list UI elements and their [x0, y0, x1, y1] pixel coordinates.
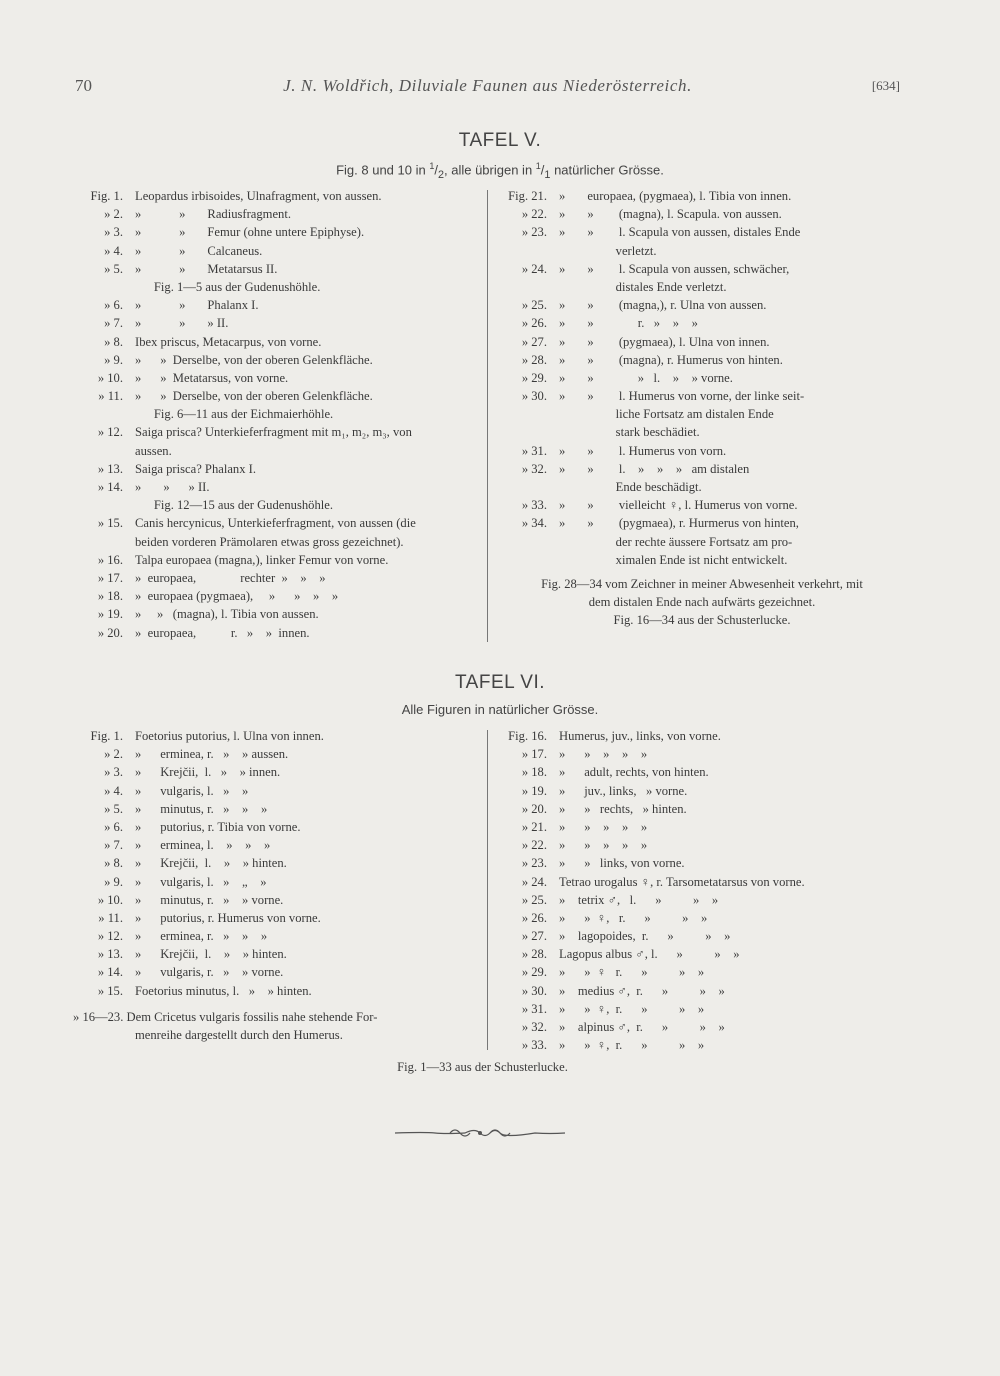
- figure-number: » 8.: [104, 856, 123, 871]
- tafel-vi-right-entry: [497, 800, 907, 818]
- figure-number: » 33.: [521, 498, 547, 513]
- tafel-v-note-line3: Fig. 16—34 aus der Schusterlucke.: [613, 613, 791, 627]
- tafel-v-left-entry: [73, 278, 483, 296]
- tafel-vi-left-entry: [73, 854, 483, 872]
- tafel-vi-left-entry: [73, 763, 483, 781]
- figure-number: » 14.: [97, 965, 123, 980]
- figure-number: » 6.: [104, 819, 123, 834]
- figure-number: » 17.: [97, 570, 123, 585]
- figure-description: Fig. 12—15 aus der Gudenushöhle.: [135, 498, 333, 513]
- figure-number: Fig. 1.: [90, 189, 123, 203]
- tafel-v-right-entry: [497, 187, 907, 205]
- figure-number: » 6.: [104, 298, 123, 313]
- figure-number: » 15.: [97, 516, 123, 531]
- tafel-vi-left-entry: [73, 727, 483, 745]
- tafel-vi-right-entry: [497, 909, 907, 927]
- tafel-v-left-entry: [73, 478, 483, 496]
- figure-number: » 9.: [104, 352, 123, 367]
- tafel-v-right-entry: [497, 314, 907, 332]
- tafel-v-right-entry: [497, 496, 907, 514]
- page-number: 70: [75, 76, 92, 95]
- figure-description: » alpinus ♂, r. » » »: [559, 1020, 725, 1034]
- tafel-v-left-entry: [73, 369, 483, 387]
- tafel-v-left-entry: [73, 496, 483, 514]
- figure-description: » » Radiusfragment.: [135, 207, 292, 222]
- figure-description: » erminea, r. » » aussen.: [135, 747, 289, 762]
- figure-number: » 4.: [104, 243, 123, 258]
- figure-number: » 32.: [521, 461, 547, 476]
- figure-description: Saiga prisca? Unterkieferfragment mit m₁, m₂, m₃, von: [135, 425, 412, 440]
- tafel-v-left-entry: [73, 605, 483, 623]
- figure-description: » » » II.: [135, 480, 210, 494]
- column-divider: [487, 190, 488, 642]
- figure-description: » » Phalanx I.: [135, 298, 259, 313]
- tafel-vi-left-entry: [73, 818, 483, 836]
- figure-description: » » » » »: [559, 838, 648, 853]
- tafel-v-left-entry: [73, 442, 483, 460]
- figure-number: » 22.: [521, 838, 547, 853]
- tafel-v-left-entry: [73, 569, 483, 587]
- figure-number: Fig. 1.: [90, 729, 123, 743]
- figure-number: » 25.: [521, 298, 547, 313]
- figure-description: » » (pygmaea), l. Ulna von innen.: [559, 334, 770, 349]
- tafel-vi-left-entry: [73, 927, 483, 945]
- tafel-vi-left-entry: [73, 745, 483, 763]
- figure-number: » 20.: [97, 625, 123, 640]
- figure-description: Lagopus albus ♂, l. » » »: [559, 947, 740, 962]
- tafel-v-left-entry: [73, 460, 483, 478]
- tafel-v-left-entry: [73, 551, 483, 569]
- figure-description: der rechte äussere Fortsatz am pro-: [559, 534, 793, 549]
- figure-description: Ende beschädigt.: [559, 480, 702, 494]
- figure-number: » 31.: [521, 443, 547, 458]
- figure-number: » 15.: [97, 983, 123, 998]
- tafel-v-left-entry: [73, 587, 483, 605]
- figure-description: » erminea, r. » » »: [135, 929, 268, 944]
- figure-number: » 17.: [521, 747, 547, 762]
- tafel-vi-right-entry: [497, 963, 907, 981]
- tafel-v-right-entry: [497, 514, 907, 532]
- figure-number: » 32.: [521, 1020, 547, 1034]
- tafel-vi-left-note-line1: » 16—23. Dem Cricetus vulgaris fossilis nahe stehende For-: [73, 1010, 378, 1024]
- figure-number: » 31.: [521, 1001, 547, 1016]
- tafel-v-right-entry: [497, 242, 907, 260]
- figure-description: Tetrao urogalus ♀, r. Tarsometatarsus von vorne.: [559, 874, 805, 889]
- figure-description: » medius ♂, r. » » »: [559, 983, 725, 998]
- figure-number: Fig. 21.: [508, 189, 547, 203]
- figure-number: » 18.: [97, 589, 123, 604]
- figure-description: » europaea, rechter » » »: [135, 570, 326, 585]
- tafel-vi-left-entry: [73, 963, 483, 981]
- figure-number: » 29.: [521, 965, 547, 980]
- tafel-v-left-column: [73, 187, 483, 642]
- figure-number: » 30.: [521, 983, 547, 998]
- figure-description: Talpa europaea (magna,), linker Femur von vorne.: [135, 552, 389, 567]
- tafel-vi-right-entry: [497, 982, 907, 1000]
- tafel-vi-left-entry: [73, 945, 483, 963]
- tafel-v-subtitle: Fig. 8 und 10 in $^1/_2$, alle übrigen in $^1/_1$ natürlicher Grösse.: [336, 161, 664, 181]
- figure-number: » 23.: [521, 856, 547, 871]
- ornament-divider-icon: [395, 1126, 565, 1140]
- figure-description: » minutus, r. » » vorne.: [135, 892, 284, 907]
- tafel-vi-bottom-note: Fig. 1—33 aus der Schusterlucke.: [397, 1060, 568, 1074]
- figure-number: » 9.: [104, 874, 123, 889]
- tafel-v-right-entry: [497, 223, 907, 241]
- figure-number: » 11.: [98, 389, 123, 404]
- figure-description: » » links, von vorne.: [559, 856, 685, 871]
- figure-description: » » r. » » »: [559, 316, 698, 331]
- figure-description: » putorius, r. Humerus von vorne.: [135, 910, 321, 925]
- tafel-v-right-entry: [497, 460, 907, 478]
- tafel-vi-title: TAFEL VI.: [454, 672, 546, 693]
- tafel-vi-left-entry: [73, 909, 483, 927]
- figure-number: » 27.: [521, 334, 547, 349]
- tafel-v-left-entry: [73, 351, 483, 369]
- tafel-v-note-line1: Fig. 28—34 vom Zeichner in meiner Abwesenheit verkehrt, mit: [541, 577, 863, 591]
- figure-number: » 11.: [98, 910, 123, 925]
- figure-number: » 21.: [521, 819, 547, 834]
- tafel-vi-left-entry: [73, 873, 483, 891]
- figure-number: » 16.: [97, 552, 123, 567]
- tafel-vi-left-note-line2: menreihe dargestellt durch den Humerus.: [135, 1028, 343, 1042]
- tafel-v-right-entry: [497, 442, 907, 460]
- figure-number: » 27.: [521, 929, 547, 944]
- figure-description: Leopardus irbisoides, Ulnafragment, von aussen.: [135, 189, 382, 203]
- column-divider: [487, 730, 488, 1050]
- tafel-v-left-entry: [73, 187, 483, 205]
- figure-description: » » (magna), r. Humerus von hinten.: [559, 352, 783, 367]
- tafel-v-left-entry: [73, 296, 483, 314]
- figure-number: » 24.: [521, 261, 547, 276]
- tafel-v-left-entry: [73, 423, 483, 441]
- figure-description: » Krejčii, l. » » innen.: [135, 765, 281, 780]
- tafel-v-left-entry: [73, 624, 483, 642]
- figure-description: » » Derselbe, von der oberen Gelenkfläche.: [135, 352, 373, 367]
- tafel-vi-subtitle: Alle Figuren in natürlicher Grösse.: [401, 702, 599, 717]
- figure-description: liche Fortsatz am distalen Ende: [559, 407, 774, 422]
- tafel-v-right-entry: [497, 296, 907, 314]
- tafel-vi-right-entry: [497, 1000, 907, 1018]
- figure-number: » 7.: [104, 316, 123, 331]
- figure-number: » 18.: [521, 765, 547, 780]
- tafel-v-left-entry: [73, 533, 483, 551]
- figure-description: » putorius, r. Tibia von vorne.: [135, 819, 301, 834]
- figure-description: » erminea, l. » » »: [135, 838, 271, 853]
- figure-number: » 33.: [521, 1038, 547, 1053]
- tafel-vi-right-entry: [497, 763, 907, 781]
- figure-number: » 30.: [521, 389, 547, 404]
- figure-description: » » ♀ r. » » »: [559, 965, 705, 980]
- figure-description: Canis hercynicus, Unterkieferfragment, von aussen (die: [135, 516, 416, 531]
- figure-description: » vulgaris, l. » »: [135, 783, 249, 798]
- tafel-v-note-line2: dem distalen Ende nach aufwärts gezeichnet.: [588, 595, 816, 609]
- figure-number: » 10.: [97, 370, 123, 385]
- figure-description: » lagopoides, r. » » »: [559, 929, 731, 944]
- figure-description: Ibex priscus, Metacarpus, von vorne.: [135, 334, 322, 349]
- figure-description: Foetorius putorius, l. Ulna von innen.: [135, 729, 324, 743]
- tafel-vi-left-entry: [73, 800, 483, 818]
- figure-number: » 28.: [521, 352, 547, 367]
- tafel-v-title: TAFEL V.: [458, 130, 542, 151]
- figure-number: » 14.: [97, 480, 123, 494]
- tafel-v-right-entry: [497, 205, 907, 223]
- figure-description: » » Calcaneus.: [135, 243, 263, 258]
- tafel-vi-right-entry: [497, 1036, 907, 1054]
- tafel-vi-right-entry: [497, 727, 907, 745]
- figure-description: » europaea, r. » » innen.: [135, 625, 310, 640]
- tafel-vi-right-entry: [497, 873, 907, 891]
- figure-description: Humerus, juv., links, von vorne.: [559, 729, 721, 743]
- figure-number: » 23.: [521, 225, 547, 240]
- tafel-v-left-entry: [73, 333, 483, 351]
- tafel-vi-left-entry: [73, 782, 483, 800]
- figure-description: » » (magna), l. Tibia von aussen.: [135, 607, 319, 622]
- tafel-vi-right-entry: [497, 854, 907, 872]
- running-title: J. N. Woldřich, Diluviale Faunen aus Niederösterreich.: [283, 76, 692, 95]
- figure-number: Fig. 16.: [508, 729, 547, 743]
- figure-description: » europaea, (pygmaea), l. Tibia von innen.: [559, 189, 792, 203]
- figure-number: » 28.: [521, 947, 547, 962]
- figure-description: » » (magna), l. Scapula. von aussen.: [559, 207, 782, 222]
- figure-description: » » vielleicht ♀, l. Humerus von vorne.: [559, 498, 798, 513]
- figure-description: » » » » »: [559, 819, 648, 834]
- tafel-v-right-entry: [497, 387, 907, 405]
- tafel-vi-right-column: [497, 727, 907, 1054]
- tafel-v-right-entry: [497, 405, 907, 423]
- figure-number: » 29.: [521, 370, 547, 385]
- figure-number: » 4.: [104, 783, 123, 798]
- figure-description: » » l. » » » am distalen: [559, 461, 750, 476]
- tafel-vi-right-entry: [497, 927, 907, 945]
- figure-description: » » » l. » » vorne.: [559, 370, 733, 385]
- tafel-v-left-entry: [73, 205, 483, 223]
- tafel-vi-right-entry: [497, 891, 907, 909]
- figure-description: verletzt.: [559, 243, 657, 258]
- tafel-vi-right-entry: [497, 836, 907, 854]
- figure-number: » 7.: [104, 838, 123, 853]
- bracket-page-number: [634]: [871, 78, 900, 93]
- figure-number: » 2.: [104, 747, 123, 762]
- tafel-v-left-entry: [73, 387, 483, 405]
- figure-number: » 12.: [97, 425, 123, 440]
- figure-number: » 12.: [97, 929, 123, 944]
- figure-description: » Krejčii, l. » » hinten.: [135, 856, 287, 871]
- tafel-vi-right-entry: [497, 745, 907, 763]
- figure-number: » 26.: [521, 316, 547, 331]
- tafel-vi-right-entry: [497, 945, 907, 963]
- tafel-vi-right-entry: [497, 782, 907, 800]
- figure-number: » 26.: [521, 910, 547, 925]
- figure-description: » » l. Humerus von vorn.: [559, 443, 727, 458]
- figure-number: » 13.: [97, 461, 123, 476]
- figure-description: » juv., links, » vorne.: [559, 783, 688, 798]
- figure-description: » » Femur (ohne untere Epiphyse).: [135, 225, 365, 240]
- figure-number: » 25.: [521, 892, 547, 907]
- figure-number: » 2.: [104, 207, 123, 222]
- figure-description: distales Ende verletzt.: [559, 279, 727, 294]
- figure-number: » 8.: [104, 334, 123, 349]
- tafel-v-right-entry: [497, 423, 907, 441]
- figure-description: » Krejčii, l. » » hinten.: [135, 947, 287, 962]
- tafel-v-right-entry: [497, 369, 907, 387]
- tafel-vi-left-entry: [73, 836, 483, 854]
- figure-description: » » ♀, r. » » »: [559, 1038, 705, 1053]
- figure-number: » 3.: [104, 225, 123, 240]
- figure-number: » 34.: [521, 516, 547, 531]
- tafel-vi-left-entry: [73, 982, 483, 1000]
- tafel-v-right-entry: [497, 351, 907, 369]
- figure-description: » » l. Scapula von aussen, distales Ende: [559, 225, 801, 240]
- tafel-v-right-entry: [497, 533, 907, 551]
- figure-description: Saiga prisca? Phalanx I.: [135, 461, 256, 476]
- tafel-v-left-entry: [73, 260, 483, 278]
- tafel-v-right-entry: [497, 278, 907, 296]
- figure-number: » 20.: [521, 801, 547, 816]
- figure-description: Fig. 1—5 aus der Gudenushöhle.: [135, 279, 321, 294]
- figure-description: ximalen Ende ist nicht entwickelt.: [559, 552, 788, 567]
- figure-description: » tetrix ♂, l. » » »: [559, 892, 719, 907]
- figure-number: » 5.: [104, 801, 123, 816]
- figure-description: » europaea (pygmaea), » » » »: [135, 589, 339, 604]
- running-header: [75, 76, 900, 100]
- figure-number: » 24.: [521, 874, 547, 889]
- figure-description: beiden vorderen Prämolaren etwas gross gezeichnet).: [135, 534, 404, 549]
- figure-description: » » ♀, r. » » »: [559, 1001, 705, 1016]
- figure-description: » » » II.: [135, 316, 229, 331]
- figure-description: » » » » »: [559, 747, 648, 762]
- figure-description: » adult, rechts, von hinten.: [559, 765, 709, 780]
- figure-description: aussen.: [135, 443, 172, 458]
- tafel-v-right-entry: [497, 260, 907, 278]
- tafel-vi-right-entry: [497, 818, 907, 836]
- tafel-v-right-column: [497, 187, 907, 569]
- figure-description: » » Derselbe, von der oberen Gelenkfläche.: [135, 389, 373, 404]
- figure-description: stark beschädiet.: [559, 425, 700, 440]
- figure-number: » 19.: [97, 607, 123, 622]
- figure-description: » » (magna,), r. Ulna von aussen.: [559, 298, 767, 313]
- figure-description: » » l. Humerus von vorne, der linke seit-: [559, 389, 805, 404]
- figure-number: » 10.: [97, 892, 123, 907]
- tafel-v-left-entry: [73, 223, 483, 241]
- figure-description: Fig. 6—11 aus der Eichmaierhöhle.: [135, 407, 334, 422]
- figure-description: » » ♀, r. » » »: [559, 910, 708, 925]
- tafel-v-right-entry: [497, 551, 907, 569]
- figure-number: » 19.: [521, 783, 547, 798]
- figure-description: » » Metatarsus II.: [135, 261, 278, 276]
- figure-description: » » rechts, » hinten.: [559, 801, 687, 816]
- tafel-v-right-entry: [497, 333, 907, 351]
- tafel-v-left-entry: [73, 405, 483, 423]
- figure-description: » » (pygmaea), r. Hurmerus von hinten,: [559, 516, 799, 531]
- tafel-vi-left-column: [73, 727, 483, 1000]
- figure-number: » 3.: [104, 765, 123, 780]
- figure-description: » » Metatarsus, von vorne.: [135, 370, 289, 385]
- tafel-vi-right-entry: [497, 1018, 907, 1036]
- figure-description: » vulgaris, l. » „ »: [135, 874, 267, 889]
- figure-description: » » l. Scapula von aussen, schwächer,: [559, 261, 790, 276]
- figure-number: » 22.: [521, 207, 547, 222]
- figure-number: » 5.: [104, 261, 123, 276]
- tafel-vi-left-entry: [73, 891, 483, 909]
- figure-description: Foetorius minutus, l. » » hinten.: [135, 983, 312, 998]
- figure-description: » vulgaris, r. » » vorne.: [135, 965, 284, 980]
- figure-description: » minutus, r. » » »: [135, 801, 268, 816]
- figure-number: » 13.: [97, 947, 123, 962]
- tafel-v-right-entry: [497, 478, 907, 496]
- tafel-v-left-entry: [73, 514, 483, 532]
- tafel-v-left-entry: [73, 242, 483, 260]
- tafel-v-left-entry: [73, 314, 483, 332]
